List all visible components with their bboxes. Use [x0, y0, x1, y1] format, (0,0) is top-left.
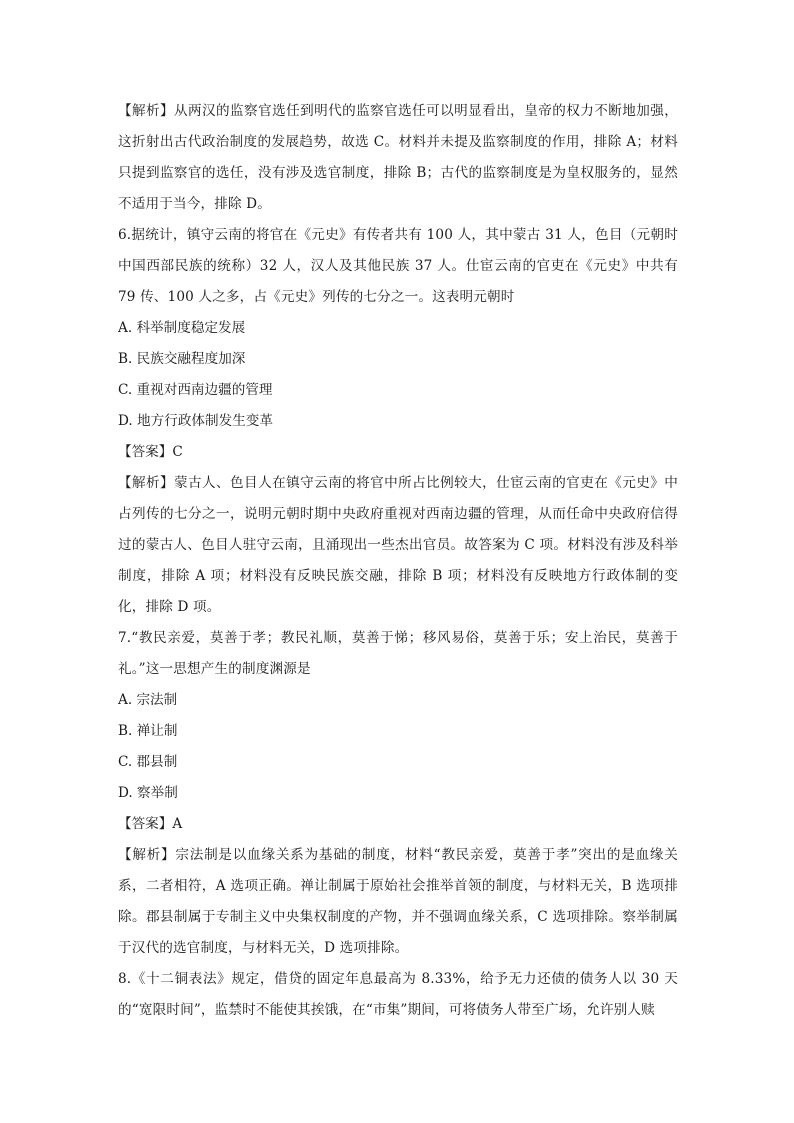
q6-answer: 【答案】C: [118, 444, 183, 460]
q7-option-a: A. 宗法制: [118, 692, 178, 708]
q6-option-d: D. 地方行政体制发生变革: [118, 413, 273, 429]
q7-option-c: C. 郡县制: [118, 754, 178, 770]
q6-option-c: C. 重视对西南边疆的管理: [118, 382, 273, 398]
question-6-stem: 6.据统计，镇守云南的将官在《元史》有传者共有 100 人，其中蒙古 31 人，色目（元朝时中国西部民族的统称）32 人，汉人及其他民族 37 人。仕宦云南的官吏在《元史》中共有 79 传、100 人之多，占《元史》列传的七分之一。这表明元朝时: [118, 227, 678, 305]
q7-option-b: B. 禅让制: [118, 723, 178, 739]
q7-option-d: D. 察举制: [118, 785, 178, 801]
q6-option-a: A. 科举制度稳定发展: [118, 320, 246, 336]
q6-option-b: B. 民族交融程度加深: [118, 351, 246, 367]
analysis-q5: 【解析】从两汉的监察官选任到明代的监察官选任可以明显看出，皇帝的权力不断地加强，这折射出古代政治制度的发展趋势，故选 C。材料并未提及监察制度的作用，排除 A；材料只提到监察官的选任，没有涉及选官制度，排除 B；古代的监察制度是为皇权服务的，显然不适用于当今，排除 D。: [118, 103, 678, 212]
question-7-stem: 7.“教民亲爱，莫善于孝；教民礼顺，莫善于悌；移风易俗，莫善于乐；安上治民，莫善于礼。”这一思想产生的制度渊源是: [118, 630, 678, 677]
analysis-q7: 【解析】宗法制是以血缘关系为基础的制度，材料“教民亲爱，莫善于孝”突出的是血缘关系，二者相符，A 选项正确。禅让制属于原始社会推举首领的制度，与材料无关，B 选项排除。郡县制属于专制主义中央集权制度的产物，并不强调血缘关系，C 选项排除。察举制属于汉代的选官制度，与材料无关，D 选项排除。: [118, 847, 678, 956]
question-8-stem: 8.《十二铜表法》规定，借贷的固定年息最高为 8.33%，给予无力还债的债务人以 30 天的“宽限时间”，监禁时不能使其挨饿，在“市集”期间，可将债务人带至广场，允许别人赎: [118, 971, 678, 1018]
analysis-q6: 【解析】蒙古人、色目人在镇守云南的将官中所占比例较大，仕宦云南的官吏在《元史》中占列传的七分之一，说明元朝时期中央政府重视对西南边疆的管理，从而任命中央政府信得过的蒙古人、色目人驻守云南，且涌现出一些杰出官员。故答案为 C 项。材料没有涉及科举制度，排除 A 项；材料没有反映民族交融，排除 B 项；材料没有反映地方行政体制的变化，排除 D 项。: [118, 475, 678, 615]
document-body: [118, 96, 678, 1026]
q7-answer: 【答案】A: [118, 816, 183, 832]
